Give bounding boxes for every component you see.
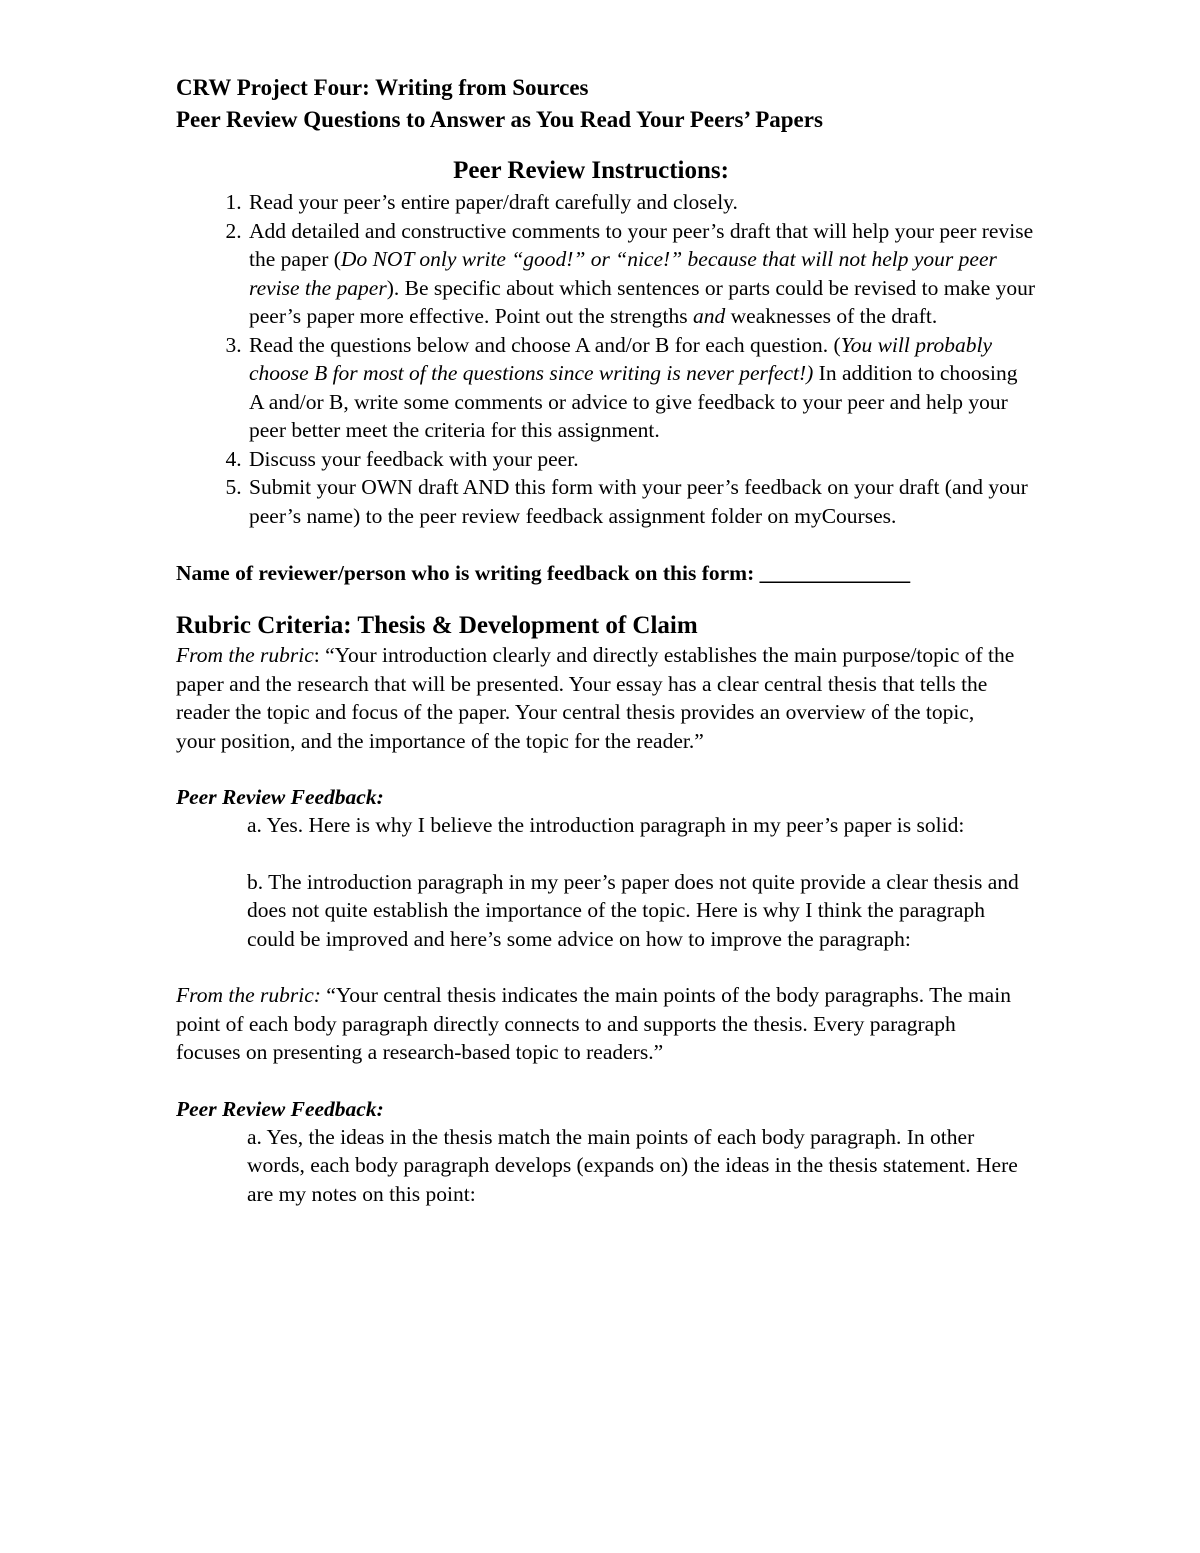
feedback-option-a: a. Yes, the ideas in the thesis match the main points of each body paragraph. In other words, each body paragraph develops (expands on) the ideas in the thesis statement. Here are my notes on this point:	[247, 1124, 1018, 1206]
instruction-item: 3. Read the questions below and choose A and/or B for each question. (You will probably choose B for most of the questions since writing is never perfect!) In addition to choosing A and/or B, write some comments or advice to give feedback to your peer and help your peer better meet the criteria for this assignment.	[247, 331, 1036, 445]
rubric-quote: From the rubric: “Your central thesis indicates the main points of the body paragraphs. The main point of each body paragraph directly connects to and supports the thesis. Every paragraph focuses on presenting a research-based topic to readers.”	[176, 983, 1011, 1064]
reviewer-name-field: Name of reviewer/person who is writing feedback on this form: ______________	[176, 561, 911, 585]
instruction-emphasis: and	[693, 304, 726, 328]
document-subtitle: Peer Review Questions to Answer as You Read Your Peers’ Papers	[176, 107, 823, 132]
instruction-emphasis: You will probably choose B for most of the questions since writing is never perfect!)	[249, 332, 993, 385]
instruction-item: 1. Read your peer’s entire paper/draft carefully and closely.	[247, 188, 1036, 217]
feedback-option-b: b. The introduction paragraph in my peer’s paper does not quite provide a clear thesis and does not quite establish the importance of the topic. Here is why I think the paragraph could be improved and here’s some advice on how to improve the paragraph:	[247, 869, 1019, 951]
instruction-item: 2. Add detailed and constructive comments to your peer’s draft that will help your peer revise the paper (Do NOT only write “good!” or “nice!” because that will not help your peer revise the paper). Be specific about which sentences or parts could be revised to make your peer’s paper more effective. Point out the strengths and weaknesses of the draft.	[247, 217, 1036, 331]
rubric-quote: From the rubric: “Your introduction clearly and directly establishes the main purpose/topic of the paper and the research that will be presented. Your essay has a clear central thesis that tells the reader the topic and focus of the paper. Your central thesis provides an overview of the topic, your position, and the importance of the topic for the reader.”	[176, 643, 1015, 753]
rubric-source-label: From the rubric:	[176, 983, 321, 1007]
document-page	[176, 72, 1036, 1208]
instructions-heading: Peer Review Instructions:	[453, 157, 729, 184]
document-title: CRW Project Four: Writing from Sources	[176, 75, 589, 100]
instruction-emphasis: Do NOT only write “good!” or “nice!” because that will not help your peer revise the paper	[249, 247, 997, 300]
feedback-heading: Peer Review Feedback:	[176, 785, 384, 809]
rubric-source-label: From the rubric	[176, 643, 314, 667]
instructions-list	[176, 188, 1036, 530]
feedback-option-a: a. Yes. Here is why I believe the introduction paragraph in my peer’s paper is solid:	[247, 813, 965, 837]
feedback-heading: Peer Review Feedback:	[176, 1096, 384, 1121]
instruction-item: 4. Discuss your feedback with your peer.	[247, 445, 1036, 474]
rubric-heading: Rubric Criteria: Thesis & Development of Claim	[176, 612, 698, 639]
instruction-item: 5. Submit your OWN draft AND this form with your peer’s feedback on your draft (and your peer’s name) to the peer review feedback assignment folder on myCourses.	[247, 473, 1036, 530]
